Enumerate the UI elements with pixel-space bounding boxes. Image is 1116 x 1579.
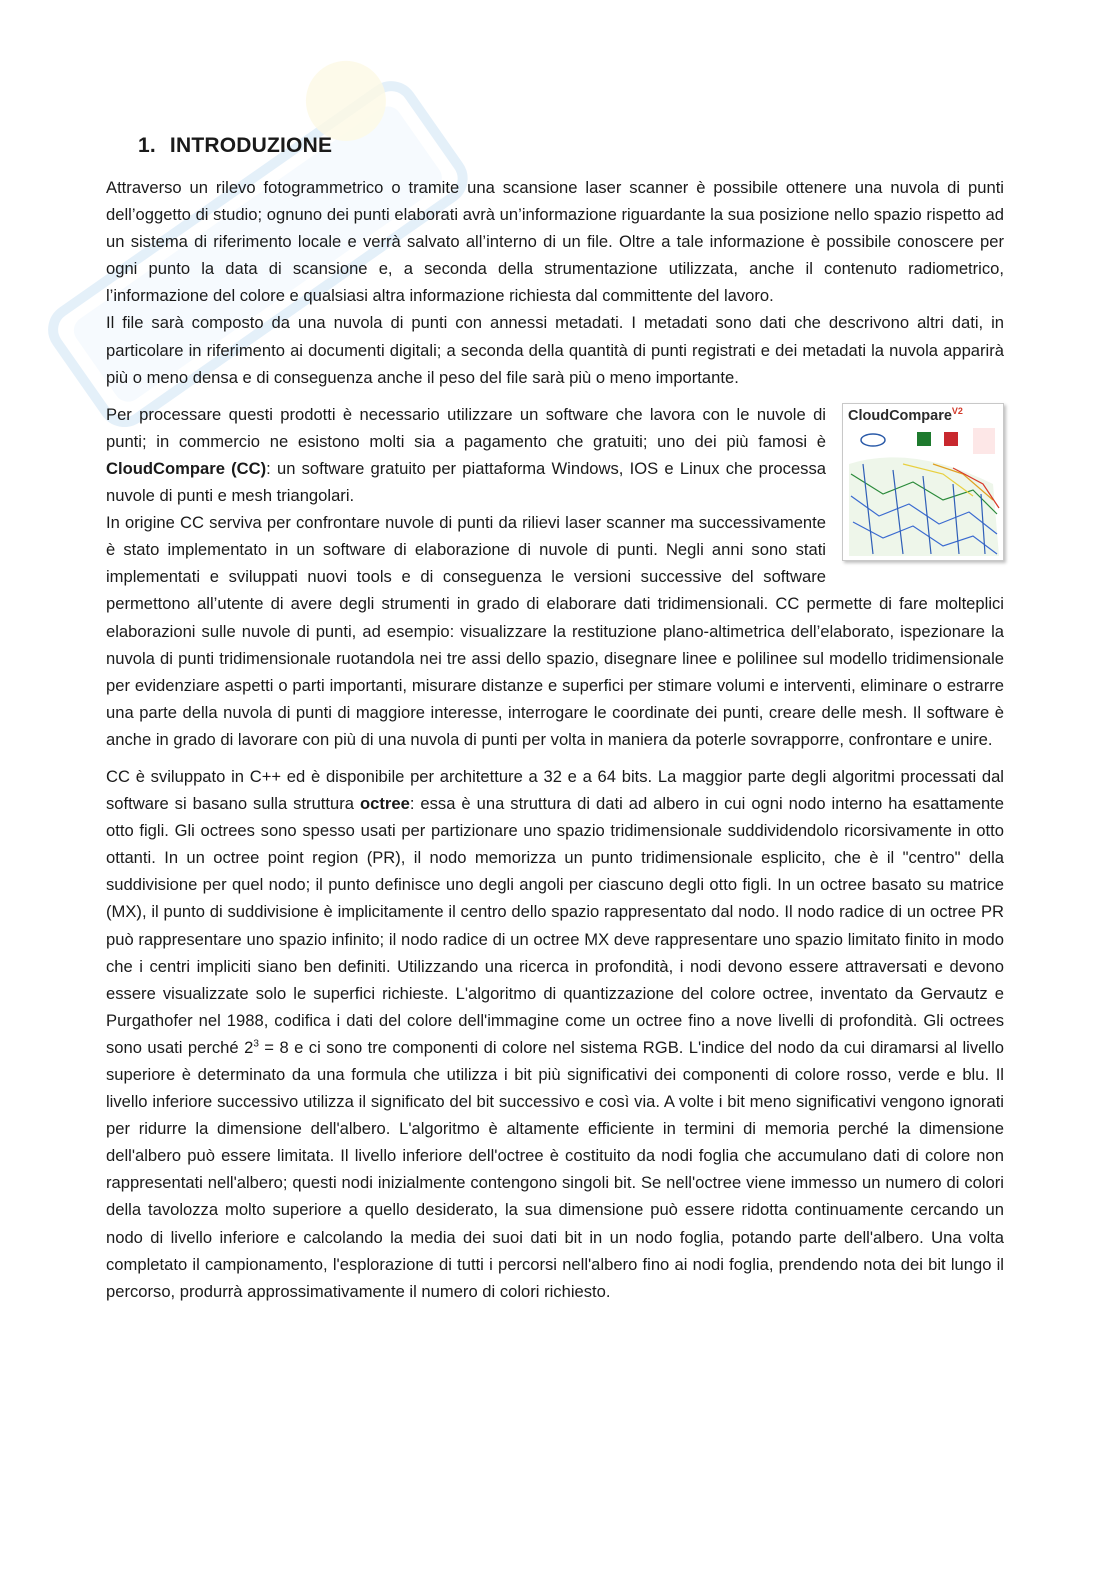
paragraph-5: [106, 763, 1004, 1305]
paragraph-5-text-mid: : essa è una struttura di dati ad albero in cui ogni nodo interno ha esattamente otto figli. Gli octrees sono spesso usati per partizionare uno spazio tridimensionale suddividendolo ricorsivamente in otto ottanti. In un octree point region (PR), il nodo memorizza un punto tridimensionale esplicito, che è il "centro" della suddivisione per quel nodo; il punto definisce uno degli angoli per ciascuno degli otto figli. In un octree basato su matrice (MX), il punto di suddivisione è implicitamente il centro dello spazio rappresentato dal nodo. Il nodo radice di un octree PR può rappresentare uno spazio infinito; il nodo radice di un octree MX deve rappresentare uno spazio limitato finito in modo che i centri impliciti siano ben definiti. Utilizzando una ricerca in profondità, i nodi devono essere attraversati e devono essere visualizzate solo le superfici richieste. L'algoritmo di quantizzazione del colore octree, inventato da Gervautz e Purgathofer nel 1988, codifica i dati del colore dell'immagine come un octree fino a nove livelli di profondità. Gli octrees sono usati perché 2: [106, 794, 1005, 1057]
section-title: INTRODUZIONE: [169, 134, 333, 157]
cloudcompare-term: CloudCompare (CC): [106, 458, 267, 478]
point-cloud-illustration: [843, 404, 1003, 560]
logo-version: V2: [951, 405, 963, 416]
section-number: 1.: [138, 134, 156, 157]
exponent: 3: [253, 1038, 259, 1050]
paragraph-5-text-end: = 8 e ci sono tre componenti di colore nel sistema RGB. L'indice del nodo da cui diramarsi al livello superiore è determinato da una formula che utilizza i bit più significativi dei componenti di colore rosso, verde e blu. Il livello inferiore successivo utilizza il significato del bit successivo e così via. A volte i bit meno significativi vengono ignorati per ridurre la dimensione dell'albero. L'algoritmo è altamente efficiente in termini di memoria perché la dimensione dell'albero può essere limitata. Il livello inferiore dell'octree è costituito da nodi foglia che accumulano dati di colore non rappresentati nell'albero; questi nodi inizialmente contengono singoli bit. Se nell'octree viene immesso un numero di colori della tavolozza molto superiore a quello desiderato, la sua dimensione può essere ridotta continuamente cercando un nodo di livello inferiore e calcolando la media dei suoi dati bit in un nodo foglia, potando parte dell'albero. Una volta completato il campionamento, l'esplorazione di tutti i percorsi nell'albero fino ai nodi foglia, prendendo nota dei bit lungo il percorso, produrrà approssimativamente il numero di colori richiesto.: [106, 1037, 1004, 1301]
paragraph-1: Attraverso un rilevo fotogrammetrico o tramite una scansione laser scanner è possibile ottenere una nuvola di punti dell’oggetto di studio; ognuno dei punti elaborati avrà un’informazione riguardante la sua posizione nello spazio rispetto ad un sistema di riferimento locale e verrà salvato all’interno di un file. Oltre a tale informazione è possibile conoscere per ogni punto la data di scansione e, a seconda della strumentazione utilizzata, anche il contenuto radiometrico, l’informazione del colore e qualsiasi altra informazione richiesta dal committente del lavoro.: [106, 178, 1004, 306]
paragraph-2: Il file sarà composto da una nuvola di punti con annessi metadati. I metadati sono dati che descrivono altri dati, in particolare in riferimento ai documenti digitali; a seconda della quantità di punti registrati e dei metadati la nuvola apparirà più o meno densa e di conseguenza anche il peso del file sarà più o meno importante.: [106, 313, 1004, 387]
document-body: [106, 132, 1004, 1305]
paragraph-3-text: Per processare questi prodotti è necessario utilizzare un software che lavora con le nuvole di punti; in commercio ne esistono molti sia a pagamento che gratuiti; uno dei più famosi è: [106, 404, 826, 451]
cloudcompare-logo-image: [842, 403, 1004, 561]
paragraph-3-text-end: : un software gratuito per piattaforma Windows, IOS e Linux che processa nuvole di punti e mesh triangolari.: [106, 458, 827, 506]
paragraph-5-text: CC è sviluppato in C++ ed è disponibile per architetture a 32 e a 64 bits. La maggior parte degli algoritmi processati dal software si basano sulla struttura: [106, 766, 1004, 814]
logo-text: CloudCompare: [848, 407, 952, 424]
paragraph-4: In origine CC serviva per confrontare nuvole di punti da rilievi laser scanner ma successivamente è stato implementato in un software di elaborazione di nuvole di punti. Negli anni sono stati implementati e sviluppati nuovi tools e di conseguenza le versioni successive del software permettono all’utente di avere degli strumenti in grado di elaborare dati tridimensionali. CC permette di fare molteplici elaborazioni sulle nuvole di punti, ad esempio: visualizzare la restituzione plano-altimetrica dell’elaborato, ispezionare la nuvola di punti tridimensionale ruotandola nei tre assi dello spazio, disegnare linee e polilinee sul modello tridimensionale per evidenziare aspetti o parti importanti, misurare distanze e superfici per stimare volumi e interventi, eliminare o estrarre una parte della nuvola di punti di maggiore interesse, interrogare le coordinate dei punti, creare delle mesh. Il software è anche in grado di lavorare con più di una nuvola di punti per volta in maniera da poterle sovrapporre, confrontare e unire.: [106, 513, 1004, 749]
section-heading: [138, 132, 1004, 160]
octree-term: octree: [360, 794, 410, 814]
